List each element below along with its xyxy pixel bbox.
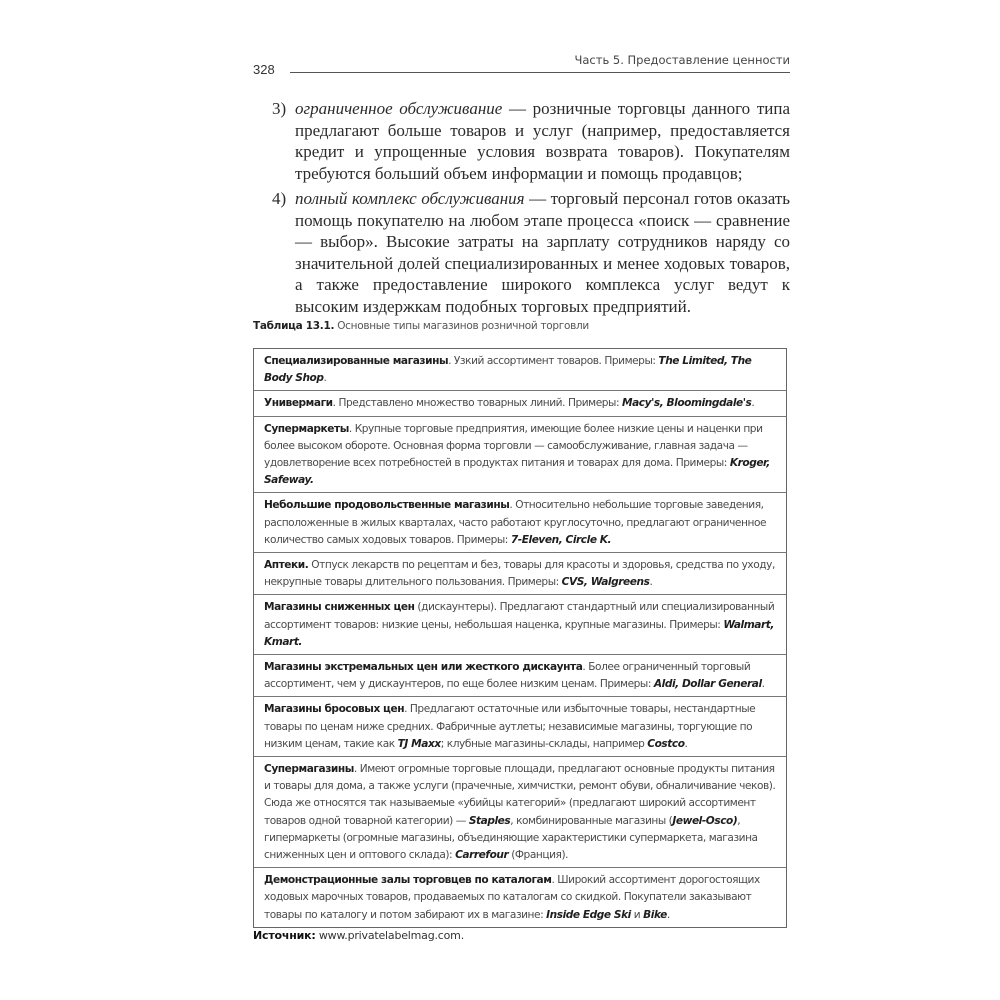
row-example: Costco bbox=[647, 737, 685, 750]
row-text: . bbox=[684, 737, 688, 750]
table-row bbox=[254, 654, 786, 696]
row-example: 7-Eleven, Circle K. bbox=[510, 533, 612, 546]
source-label: Источник: bbox=[253, 929, 316, 942]
row-text: . Относительно небольшие торговые заведения, расположенные в жилых кварталах, часто работают круглосуточно, предлагают ограниченное количество самых ходовых товаров. Примеры: bbox=[264, 499, 767, 546]
table-caption-text: Основные типы магазинов розничной торговли bbox=[334, 320, 589, 332]
row-example: Walmart, Kmart. bbox=[264, 618, 774, 648]
table-caption bbox=[253, 320, 589, 332]
table-row bbox=[254, 552, 786, 594]
service-levels-list bbox=[272, 98, 790, 321]
table-row bbox=[254, 416, 786, 493]
row-example: Macy's, Bloomingdale's bbox=[622, 397, 752, 410]
row-example: Inside Edge Ski bbox=[546, 908, 631, 921]
row-text: Отпуск лекарств по рецептам и без, товары для красоты и здоровья, средства по уходу, некрупные товары длительного пользования. Примеры: bbox=[264, 559, 775, 589]
row-text: . Узкий ассортимент товаров. Примеры: bbox=[448, 355, 659, 367]
list-term: полный комплекс обслуживания bbox=[295, 189, 525, 208]
row-text: . bbox=[761, 678, 765, 691]
list-number: 4) bbox=[272, 189, 287, 208]
row-text: ; клубные магазины-склады, например bbox=[440, 737, 648, 750]
row-text: . Предлагают остаточные или избыточные товары, нестандартные товары по ценам ниже средних. Фабричные аутлеты; независимые магазины, торгующие по низким ценам, такие как bbox=[264, 703, 756, 750]
row-text: и bbox=[630, 908, 644, 921]
row-example: Carrefour bbox=[455, 849, 509, 862]
row-example: Jewel-Osco) bbox=[672, 814, 738, 827]
row-text: . Более ограниченный торговый ассортимент, чем у дискаунтеров, по еще более низким ценам. Примеры: bbox=[264, 661, 751, 691]
row-title: Супермаркеты bbox=[264, 422, 349, 435]
row-title: Универмаги bbox=[264, 397, 333, 410]
list-text: — розничные торговцы данного типа предлагают больше товаров и услуг (например, предоставляется кредит и упрощенные условия возврата товаров). Покупателям требуются больший объем информации и помощь продавцов; bbox=[295, 99, 791, 183]
list-text: — торговый персонал готов оказать помощь покупателю на любом этапе процесса «поиск — сравнение — выбор». Высокие затраты на зарплату сотрудников наряду со значительной долей специализированных и менее ходовых товаров, а также предоставление широкого комплекса услуг ведут к высоким издержкам подобных торговых предприятий. bbox=[295, 189, 791, 316]
row-example: TJ Maxx bbox=[397, 737, 441, 750]
list-item bbox=[272, 98, 790, 184]
list-item bbox=[272, 188, 790, 317]
row-text: . bbox=[649, 576, 653, 589]
row-title: Небольшие продовольственные магазины bbox=[264, 499, 510, 512]
row-example: Bike bbox=[643, 908, 667, 921]
retail-store-types-table bbox=[253, 348, 787, 928]
row-title: Специализированные магазины bbox=[264, 355, 449, 367]
row-text: . Крупные торговые предприятия, имеющие более низкие цены и наценки при более высоком обороте. Основная форма торговли — самообслуживание, главная задача — удовлетворение всех потребностей в продуктах питания и товарах для дома. Примеры: bbox=[264, 422, 763, 470]
row-text: . bbox=[751, 397, 755, 410]
row-text: . bbox=[666, 908, 670, 921]
row-text: . Широкий ассортимент дорогостоящих ходовых марочных товаров, продаваемых по каталогам со скидкой. Покупатели заказывают товары по каталогу и потом забирают их в магазине: bbox=[264, 874, 760, 921]
row-text: (Франция). bbox=[508, 849, 569, 862]
row-title: Аптеки. bbox=[264, 559, 309, 572]
row-text: , гипермаркеты (огромные магазины, объединяющие характеристики супермаркета, магазина сниженных цен и оптового склада): bbox=[264, 814, 758, 862]
row-text: . Имеют огромные торговые площади, предлагают основные продукты питания и товары для дома, а также услуги (прачечные, химчистки, ремонт обуви, обналичивание чеков). Сюда же относятся так называемые «убийцы категорий» (предлагают широкий ассортимент товаров одной товарной категории) — bbox=[264, 763, 776, 827]
row-text: (дискаунтеры). Предлагают стандартный или специализированный ассортимент товаров: низкие цены, небольшая наценка, крупные магазины. Примеры: bbox=[264, 601, 775, 631]
row-example: The Limited, The Body Shop bbox=[264, 355, 752, 385]
table-caption-label: Таблица 13.1. bbox=[253, 320, 335, 332]
table-row bbox=[254, 756, 786, 867]
running-head: Часть 5. Предоставление ценности bbox=[574, 53, 790, 67]
row-title: Магазины бросовых цен bbox=[264, 703, 405, 716]
row-example: Aldi, Dollar General bbox=[653, 678, 762, 691]
row-text: . Представлено множество товарных линий. Примеры: bbox=[332, 397, 623, 410]
table-row bbox=[254, 696, 786, 756]
row-title: Супермагазины bbox=[264, 763, 354, 776]
row-example: Staples bbox=[468, 814, 511, 827]
list-number: 3) bbox=[272, 99, 287, 118]
row-title: Демонстрационные залы торговцев по каталогам bbox=[264, 874, 552, 887]
table-row bbox=[254, 594, 786, 654]
header-rule bbox=[290, 72, 790, 73]
table-row bbox=[254, 492, 786, 552]
row-example: CVS, Walgreens bbox=[561, 576, 650, 589]
source-url: www.privatelabelmag.com. bbox=[315, 929, 464, 942]
row-title: Магазины экстремальных цен или жесткого дискаунта bbox=[264, 661, 583, 674]
source-note bbox=[253, 929, 464, 942]
table-row bbox=[254, 867, 786, 927]
row-text: , комбинированные магазины ( bbox=[510, 814, 673, 827]
table-row bbox=[254, 390, 786, 415]
table-row bbox=[254, 349, 786, 390]
row-title: Магазины сниженных цен bbox=[264, 601, 415, 614]
list-term: ограниченное обслуживание bbox=[295, 99, 503, 118]
page-number: 328 bbox=[253, 62, 275, 77]
row-text: . bbox=[323, 372, 327, 385]
row-example: Kroger, Safeway. bbox=[264, 457, 770, 487]
